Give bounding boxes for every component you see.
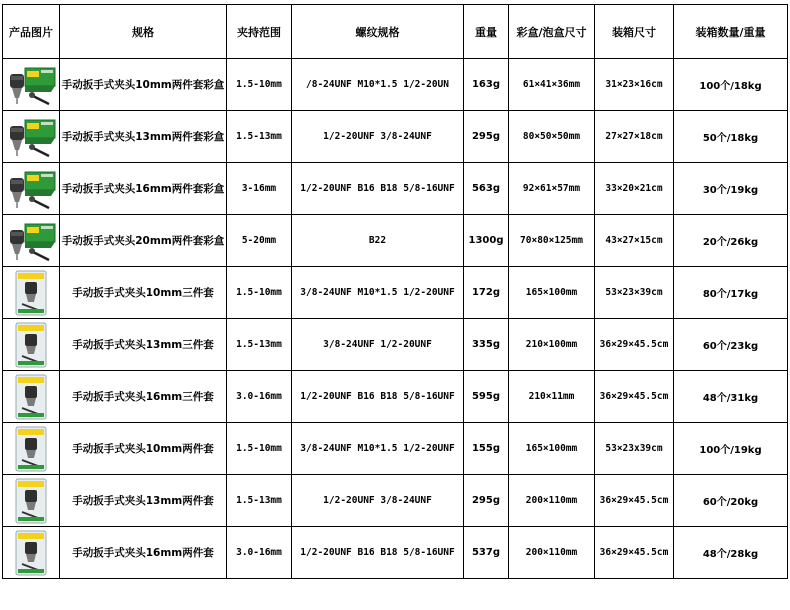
weight-cell: 295g [464,111,509,163]
clamp-range-cell: 1.5-13mm [227,475,292,527]
table-row [3,215,788,267]
chuck-with-color-box-image [5,166,57,212]
product-thumbnail [3,215,60,267]
carton-size-cell: 36×29×45.5cm [595,475,674,527]
table-row [3,371,788,423]
spec-cell: 手动扳手式夹头10mm三件套 [60,267,227,319]
product-thumbnail [3,475,60,527]
spec-cell: 手动扳手式夹头13mm两件套 [60,475,227,527]
header-carton-size: 装箱尺寸 [595,5,674,59]
spec-cell: 手动扳手式夹头10mm两件套 [60,423,227,475]
chuck-blister-pack-image [14,270,48,316]
carton-size-cell: 53×23x39cm [595,423,674,475]
product-thumbnail [3,423,60,475]
chuck-with-color-box-image [5,62,57,108]
table-row [3,319,788,371]
header-box-size: 彩盒/泡盒尺寸 [509,5,595,59]
clamp-range-cell: 5-20mm [227,215,292,267]
product-thumbnail [3,111,60,163]
header-carton-qty-weight: 装箱数量/重量 [674,5,788,59]
thread-spec-cell: 1/2-20UNF 3/8-24UNF [292,475,464,527]
header-row [3,5,788,59]
carton-size-cell: 53×23×39cm [595,267,674,319]
weight-cell: 172g [464,267,509,319]
spec-cell: 手动扳手式夹头13mm三件套 [60,319,227,371]
spec-cell: 手动扳手式夹头16mm两件套彩盒 [60,163,227,215]
box-size-cell: 80×50×50mm [509,111,595,163]
weight-cell: 155g [464,423,509,475]
clamp-range-cell: 3.0-16mm [227,527,292,579]
table-row [3,475,788,527]
product-thumbnail [3,267,60,319]
carton-size-cell: 36×29×45.5cm [595,319,674,371]
chuck-with-color-box-image [5,114,57,160]
carton-size-cell: 36×29×45.5cm [595,371,674,423]
table-row [3,267,788,319]
thread-spec-cell: 3/8-24UNF M10*1.5 1/2-20UNF [292,267,464,319]
box-size-cell: 210×100mm [509,319,595,371]
carton-qty-weight-cell: 48个/28kg [674,527,788,579]
weight-cell: 595g [464,371,509,423]
clamp-range-cell: 1.5-10mm [227,59,292,111]
header-thread-spec: 螺纹规格 [292,5,464,59]
carton-size-cell: 43×27×15cm [595,215,674,267]
spec-cell: 手动扳手式夹头20mm两件套彩盒 [60,215,227,267]
spec-cell: 手动扳手式夹头13mm两件套彩盒 [60,111,227,163]
weight-cell: 1300g [464,215,509,267]
chuck-blister-pack-image [14,322,48,368]
chuck-blister-pack-image [14,478,48,524]
chuck-blister-pack-image [14,374,48,420]
carton-size-cell: 36×29×45.5cm [595,527,674,579]
header-clamp-range: 夹持范围 [227,5,292,59]
box-size-cell: 210×11mm [509,371,595,423]
table-row [3,163,788,215]
thread-spec-cell: B22 [292,215,464,267]
table-row [3,59,788,111]
box-size-cell: 61×41×36mm [509,59,595,111]
box-size-cell: 70×80×125mm [509,215,595,267]
carton-size-cell: 33×20×21cm [595,163,674,215]
chuck-blister-pack-image [14,530,48,576]
weight-cell: 335g [464,319,509,371]
clamp-range-cell: 3.0-16mm [227,371,292,423]
carton-qty-weight-cell: 48个/31kg [674,371,788,423]
weight-cell: 537g [464,527,509,579]
clamp-range-cell: 3-16mm [227,163,292,215]
thread-spec-cell: 1/2-20UNF 3/8-24UNF [292,111,464,163]
product-thumbnail [3,59,60,111]
thread-spec-cell: 1/2-20UNF B16 B18 5/8-16UNF [292,371,464,423]
product-thumbnail [3,163,60,215]
thread-spec-cell: 3/8-24UNF 1/2-20UNF [292,319,464,371]
carton-qty-weight-cell: 20个/26kg [674,215,788,267]
box-size-cell: 165×100mm [509,423,595,475]
header-product-image: 产品图片 [3,5,60,59]
product-spec-table [2,4,788,579]
box-size-cell: 200×110mm [509,527,595,579]
carton-qty-weight-cell: 60个/20kg [674,475,788,527]
product-thumbnail [3,527,60,579]
table-row [3,423,788,475]
spec-cell: 手动扳手式夹头16mm两件套 [60,527,227,579]
carton-size-cell: 31×23×16cm [595,59,674,111]
table-row [3,527,788,579]
product-thumbnail [3,371,60,423]
carton-qty-weight-cell: 30个/19kg [674,163,788,215]
clamp-range-cell: 1.5-10mm [227,423,292,475]
table-row [3,111,788,163]
spec-cell: 手动扳手式夹头10mm两件套彩盒 [60,59,227,111]
spec-cell: 手动扳手式夹头16mm三件套 [60,371,227,423]
carton-qty-weight-cell: 80个/17kg [674,267,788,319]
header-weight: 重量 [464,5,509,59]
product-thumbnail [3,319,60,371]
box-size-cell: 165×100mm [509,267,595,319]
box-size-cell: 92×61×57mm [509,163,595,215]
thread-spec-cell: /8-24UNF M10*1.5 1/2-20UN [292,59,464,111]
weight-cell: 163g [464,59,509,111]
carton-qty-weight-cell: 100个/19kg [674,423,788,475]
thread-spec-cell: 1/2-20UNF B16 B18 5/8-16UNF [292,527,464,579]
carton-size-cell: 27×27×18cm [595,111,674,163]
chuck-blister-pack-image [14,426,48,472]
weight-cell: 295g [464,475,509,527]
thread-spec-cell: 1/2-20UNF B16 B18 5/8-16UNF [292,163,464,215]
clamp-range-cell: 1.5-13mm [227,111,292,163]
thread-spec-cell: 3/8-24UNF M10*1.5 1/2-20UNF [292,423,464,475]
header-spec: 规格 [60,5,227,59]
carton-qty-weight-cell: 50个/18kg [674,111,788,163]
clamp-range-cell: 1.5-13mm [227,319,292,371]
chuck-with-color-box-image [5,218,57,264]
weight-cell: 563g [464,163,509,215]
carton-qty-weight-cell: 60个/23kg [674,319,788,371]
box-size-cell: 200×110mm [509,475,595,527]
carton-qty-weight-cell: 100个/18kg [674,59,788,111]
clamp-range-cell: 1.5-10mm [227,267,292,319]
